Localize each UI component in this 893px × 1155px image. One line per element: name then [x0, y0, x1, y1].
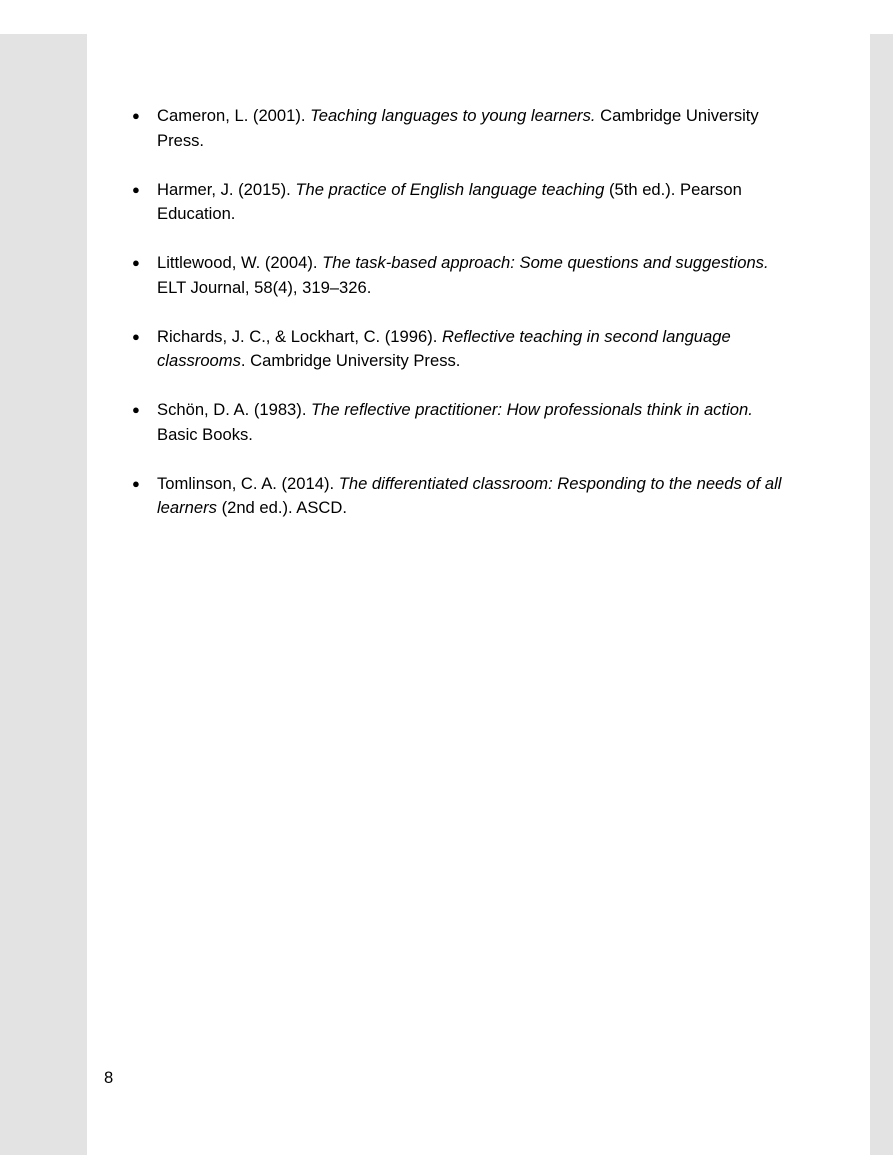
reference-title: Reflective teaching in second language classrooms	[157, 326, 731, 370]
bullet-icon: ●	[132, 402, 140, 417]
reference-author-year: Cameron, L. (2001).	[157, 106, 311, 125]
reference-title: The practice of English language teaching	[295, 179, 605, 199]
bullet-icon: ●	[132, 475, 140, 491]
reference-publisher: Cambridge University Press.	[157, 106, 759, 150]
reference-item	[132, 325, 797, 374]
reference-title: The task-based approach: Some questions and suggestions.	[322, 253, 769, 272]
reference-publisher: ELT Journal, 58(4), 319–326.	[157, 277, 372, 297]
reference-item	[132, 178, 797, 227]
reference-publisher: (2nd ed.). ASCD.	[216, 498, 347, 517]
reference-author-year: Tomlinson, C. A. (2014).	[157, 473, 339, 493]
reference-author-year: Littlewood, W. (2004).	[157, 253, 323, 272]
bullet-icon: ●	[132, 255, 140, 270]
reference-publisher: Basic Books.	[157, 424, 253, 444]
bullet-icon: ●	[132, 328, 140, 344]
document-page	[87, 34, 870, 1155]
reference-list	[132, 104, 797, 545]
bullet-icon: ●	[132, 108, 140, 123]
reference-author-year: Richards, J. C., & Lockhart, C. (1996).	[157, 326, 442, 346]
reference-item	[132, 398, 797, 447]
bullet-icon: ●	[132, 181, 140, 197]
reference-publisher: . Cambridge University Press.	[240, 351, 461, 370]
reference-author-year: Harmer, J. (2015).	[157, 179, 296, 199]
reference-item	[132, 472, 797, 521]
reference-author-year: Schön, D. A. (1983).	[157, 400, 312, 419]
page-number: 8	[104, 1068, 114, 1087]
reference-title: Teaching languages to young learners.	[310, 106, 596, 125]
reference-item	[132, 104, 797, 153]
reference-title: The reflective practitioner: How professionals think in action.	[311, 400, 753, 419]
reference-publisher: (5th ed.). Pearson Education.	[157, 179, 742, 223]
reference-title: The differentiated classroom: Responding to the needs of all learners	[157, 473, 782, 517]
reference-item	[132, 251, 797, 300]
